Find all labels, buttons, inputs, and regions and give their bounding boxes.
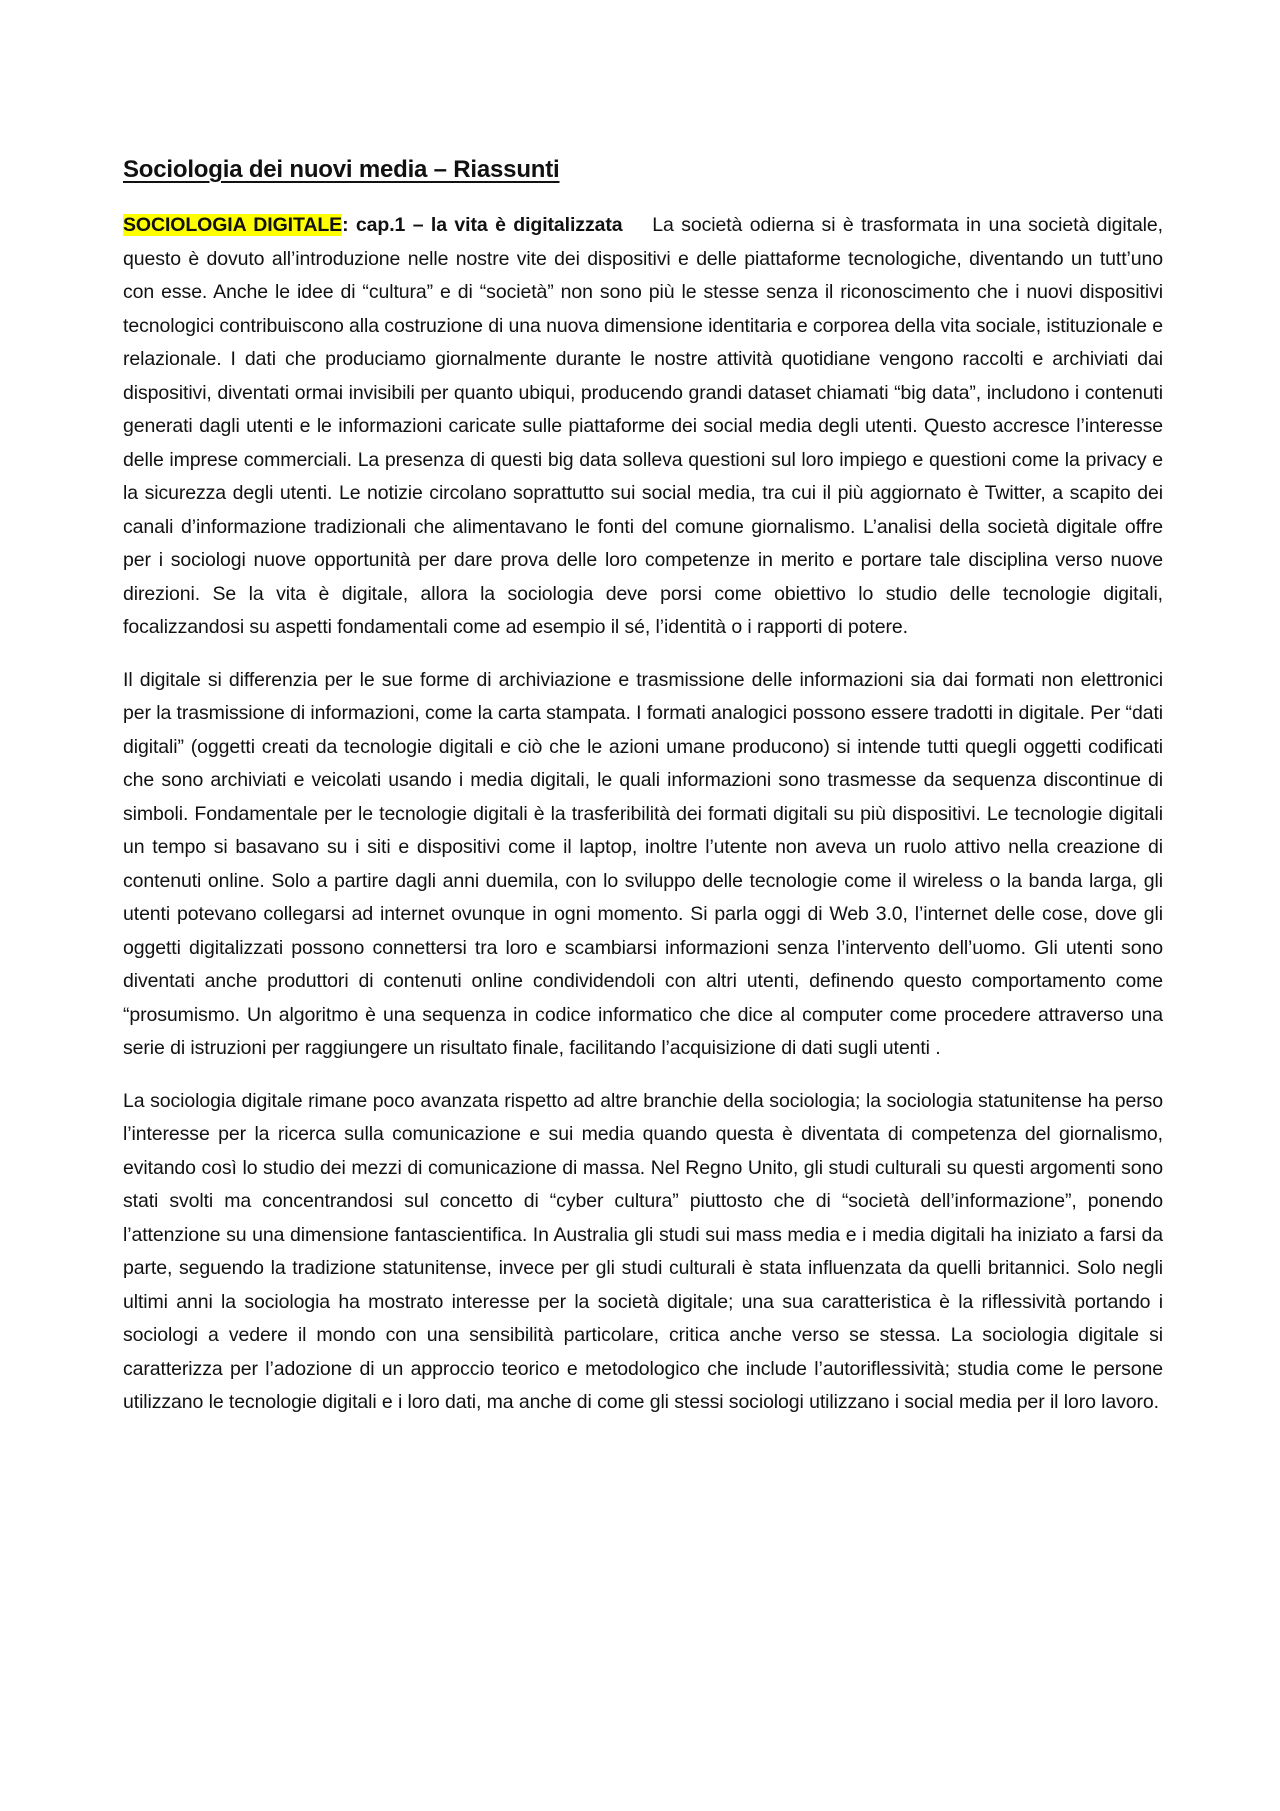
paragraph-2: Il digitale si differenzia per le sue forme di archiviazione e trasmissione delle informazioni sia dai formati non elettronici per la trasmissione di informazioni, come la carta stampata. I formati analogici possono essere tradotti in digitale. Per “dati digitali” (oggetti creati da tecnologie digitali e ciò che le azioni umane producono) si intende tutti quegli oggetti codificati che sono archiviati e veicolati usando i media digitali, le quali informazioni sono trasmesse da sequenza discontinue di simboli. Fondamentale per le tecnologie digitali è la trasferibilità dei formati digitali su più dispositivi. Le tecnologie digitali un tempo si basavano su i siti e dispositivi come il laptop, inoltre l’utente non aveva un ruolo attivo nella creazione di contenuti online. Solo a partire dagli anni duemila, con lo sviluppo delle tecnologie come il wireless o la banda larga, gli utenti potevano collegarsi ad internet ovunque in ogni momento. Si parla oggi di Web 3.0, l’internet delle cose, dove gli oggetti digitalizzati possono connettersi tra loro e scambiarsi informazioni senza l’intervento dell’uomo. Gli utenti sono diventati anche produttori di contenuti online condividendoli con altri utenti, definendo questo comportamento come “prosumismo. Un algoritmo è una sequenza in codice informatico che dice al computer come procedere attraverso una serie di istruzioni per raggiungere un risultato finale, facilitando l’acquisizione di dati sugli utenti .: [123, 668, 1163, 1060]
section-heading-highlight: SOCIOLOGIA DIGITALE: [123, 214, 343, 237]
paragraph-3: La sociologia digitale rimane poco avanzata rispetto ad altre branchie della sociologia; la sociologia statunitense ha perso l’interesse per la ricerca sulla comunicazione e sui media quando questa è diventata di competenza del giornalismo, evitando così lo studio dei mezzi di comunicazione di massa. Nel Regno Unito, gli studi culturali su questi argomenti sono stati svolti ma concentrandosi sul concetto di “cyber cultura” piuttosto che di “società dell’informazione”, ponendo l’attenzione su una dimensione fantascientifica. In Australia gli studi sui mass media e i media digitali ha iniziato a farsi da parte, seguendo la tradizione statunitense, invece per gli studi culturali è stata influenzata da quelli britannici. Solo negli ultimi anni la sociologia ha mostrato interesse per la società digitale; una sua caratteristica è la riflessività portando i sociologi a vedere il mondo con una sensibilità particolare, critica anche verso se stessa. La sociologia digitale si caratterizza per l’adozione di un approccio teorico e metodologico che include l’autoriflessività; studia come le persone utilizzano le tecnologie digitali e i loro dati, ma anche di come gli stessi sociologi utilizzano i social media per il loro lavoro.: [123, 1089, 1163, 1414]
document-title: Sociologia dei nuovi media – Riassunti: [123, 156, 560, 183]
section-heading-colon: :: [342, 214, 349, 237]
paragraph-1-text: La società odierna si è trasformata in una società digitale, questo è dovuto all’introduzione nelle nostre vite dei dispositivi e delle piattaforme tecnologiche, diventando un tutt’uno con esse. Anche le idee di “cultura” e di “società” non sono più le stesse senza il riconoscimento che i nuovi dispositivi tecnologici contribuiscono alla costruzione di una nuova dimensione identitaria e corporea della vita sociale, istituzionale e relazionale. I dati che produciamo giornalmente durante le nostre attività quotidiane vengono raccolti e archiviati dai dispositivi, diventati ormai invisibili per quanto ubiqui, producendo grandi dataset chiamati “big data”, includono i contenuti generati dagli utenti e le informazioni caricate sulle piattaforme dei social media degli utenti. Questo accresce l’interesse delle imprese commerciali. La presenza di questi big data solleva questioni sul loro impiego e questioni come la privacy e la sicurezza degli utenti. Le notizie circolano soprattutto sui social media, tra cui il più aggiornato è Twitter, a scapito dei canali d’informazione tradizionali che alimentavano le fonti del comune giornalismo. L’analisi della società digitale offre per i sociologi nuove opportunità per dare prova delle loro competenze in merito e portare tale disciplina verso nuove direzioni. Se la vita è digitale, allora la sociologia deve porsi come obiettivo lo studio delle tecnologie digitali, focalizzandosi su aspetti fondamentali come ad esempio il sé, l’identità o i rapporti di potere.: [123, 214, 1163, 639]
document-body: [123, 154, 1163, 1439]
chapter-heading: cap.1 – la vita è digitalizzata: [348, 214, 623, 237]
paragraph-1: [123, 209, 1163, 645]
